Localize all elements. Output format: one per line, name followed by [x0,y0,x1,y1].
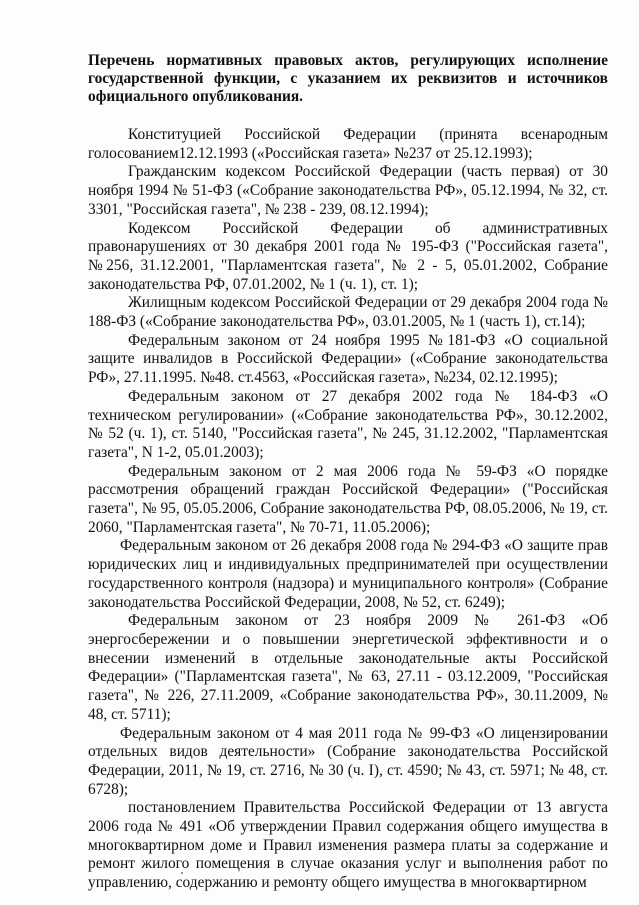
paragraph-constitution: Конституцией Российской Федерации (принята всенародным голосованием12.12.1993 («Российская газета» №237 от 25.12.1993); [88,126,608,162]
paragraph-law-181: Федеральным законом от 24 ноября 1995 №181-ФЗ «О социальной защите инвалидов в Российской Федерации» («Собрание законодательства РФ», 27.11.1995. №48. ст.4563, «Российская газета», №234, 02.12.1995); [88,331,608,387]
scan-speck [181,872,183,874]
document-title: Перечень нормативных правовых актов, регулирующих исполнение государственной функции, с указанием их реквизитов и источников официального опубликования. [88,52,608,105]
paragraph-resolution-491: постановлением Правительства Российской Федерации от 13 августа 2006 года № 491 «Об утверждении Правил содержания общего имущества в многоквартирном доме и Правил изменения размера платы за содержание и ремонт жилого помещения в случае оказания услуг и выполнения работ по управлению, содержанию и ремонту общего имущества в многоквартирном [88,799,608,892]
paragraph-civil-code: Гражданским кодексом Российской Федерации (часть первая) от 30 ноября 1994 № 51-ФЗ («Собрание законодательства РФ», 05.12.1994, № 32, ст. 3301, "Российская газета", № 238 - 239, 08.12.1994); [88,163,608,218]
paragraph-administrative-code: Кодексом Российской Федерации об административных правонарушениях от 30 декабря 2001 года № 195-ФЗ ("Российская газета", №256, 31.12.2001, "Парламентская газета", № 2 - 5, 05.01.2002, Собрание законодательства РФ, 07.01.2002, № 1 (ч. 1), ст. 1); [88,219,608,293]
document-body [88,126,608,893]
paragraph-law-99: Федеральным законом от 4 мая 2011 года № 99-ФЗ «О лицензировании отдельных видов деятельности» (Собрание законодательства Российской Федерации, 2011, № 19, ст. 2716, № 30 (ч. I), ст. 4590; № 43, ст. 5971; № 48, ст. 6728); [88,724,608,798]
paragraph-law-59: Федеральным законом от 2 мая 2006 года № 59-ФЗ «О порядке рассмотрения обращений граждан Российской Федерации» ("Российская газета", № 95, 05.05.2006, Собрание законодательства РФ, 08.05.2006, № 19, ст. 2060, "Парламентская газета", № 70-71, 11.05.2006); [88,462,608,536]
paragraph-law-184: Федеральным законом от 27 декабря 2002 года № 184-ФЗ «О техническом регулировании» («Собрание законодательства РФ», 30.12.2002, № 52 (ч. 1), ст. 5140, "Российская газета", № 245, 31.12.2002, "Парламентская газета", N 1-2, 05.01.2003); [88,387,608,461]
paragraph-housing-code: Жилищным кодексом Российской Федерации от 29 декабря 2004 года № 188-ФЗ («Собрание законодательства РФ», 03.01.2005, № 1 (часть 1), ст.14); [88,294,608,331]
paragraph-law-261: Федеральным законом от 23 ноября 2009 № 261-ФЗ «Об энергосбережении и о повышении энергетической эффективности и о внесении изменений в отдельные законодательные акты Российской Федерации» ("Парламентская газета", № 63, 27.11 - 03.12.2009, "Российская газета", № 226, 27.11.2009, «Собрание законодательства РФ», 30.11.2009, № 48, ст. 5711); [88,612,608,723]
paragraph-law-294: Федеральным законом от 26 декабря 2008 года № 294-ФЗ «О защите прав юридических лиц и индивидуальных предпринимателей при осуществлении государственного контроля (надзора) и муниципального контроля» (Собрание законодательства Российской Федерации, 2008, № 52, ст. 6249); [88,537,608,611]
